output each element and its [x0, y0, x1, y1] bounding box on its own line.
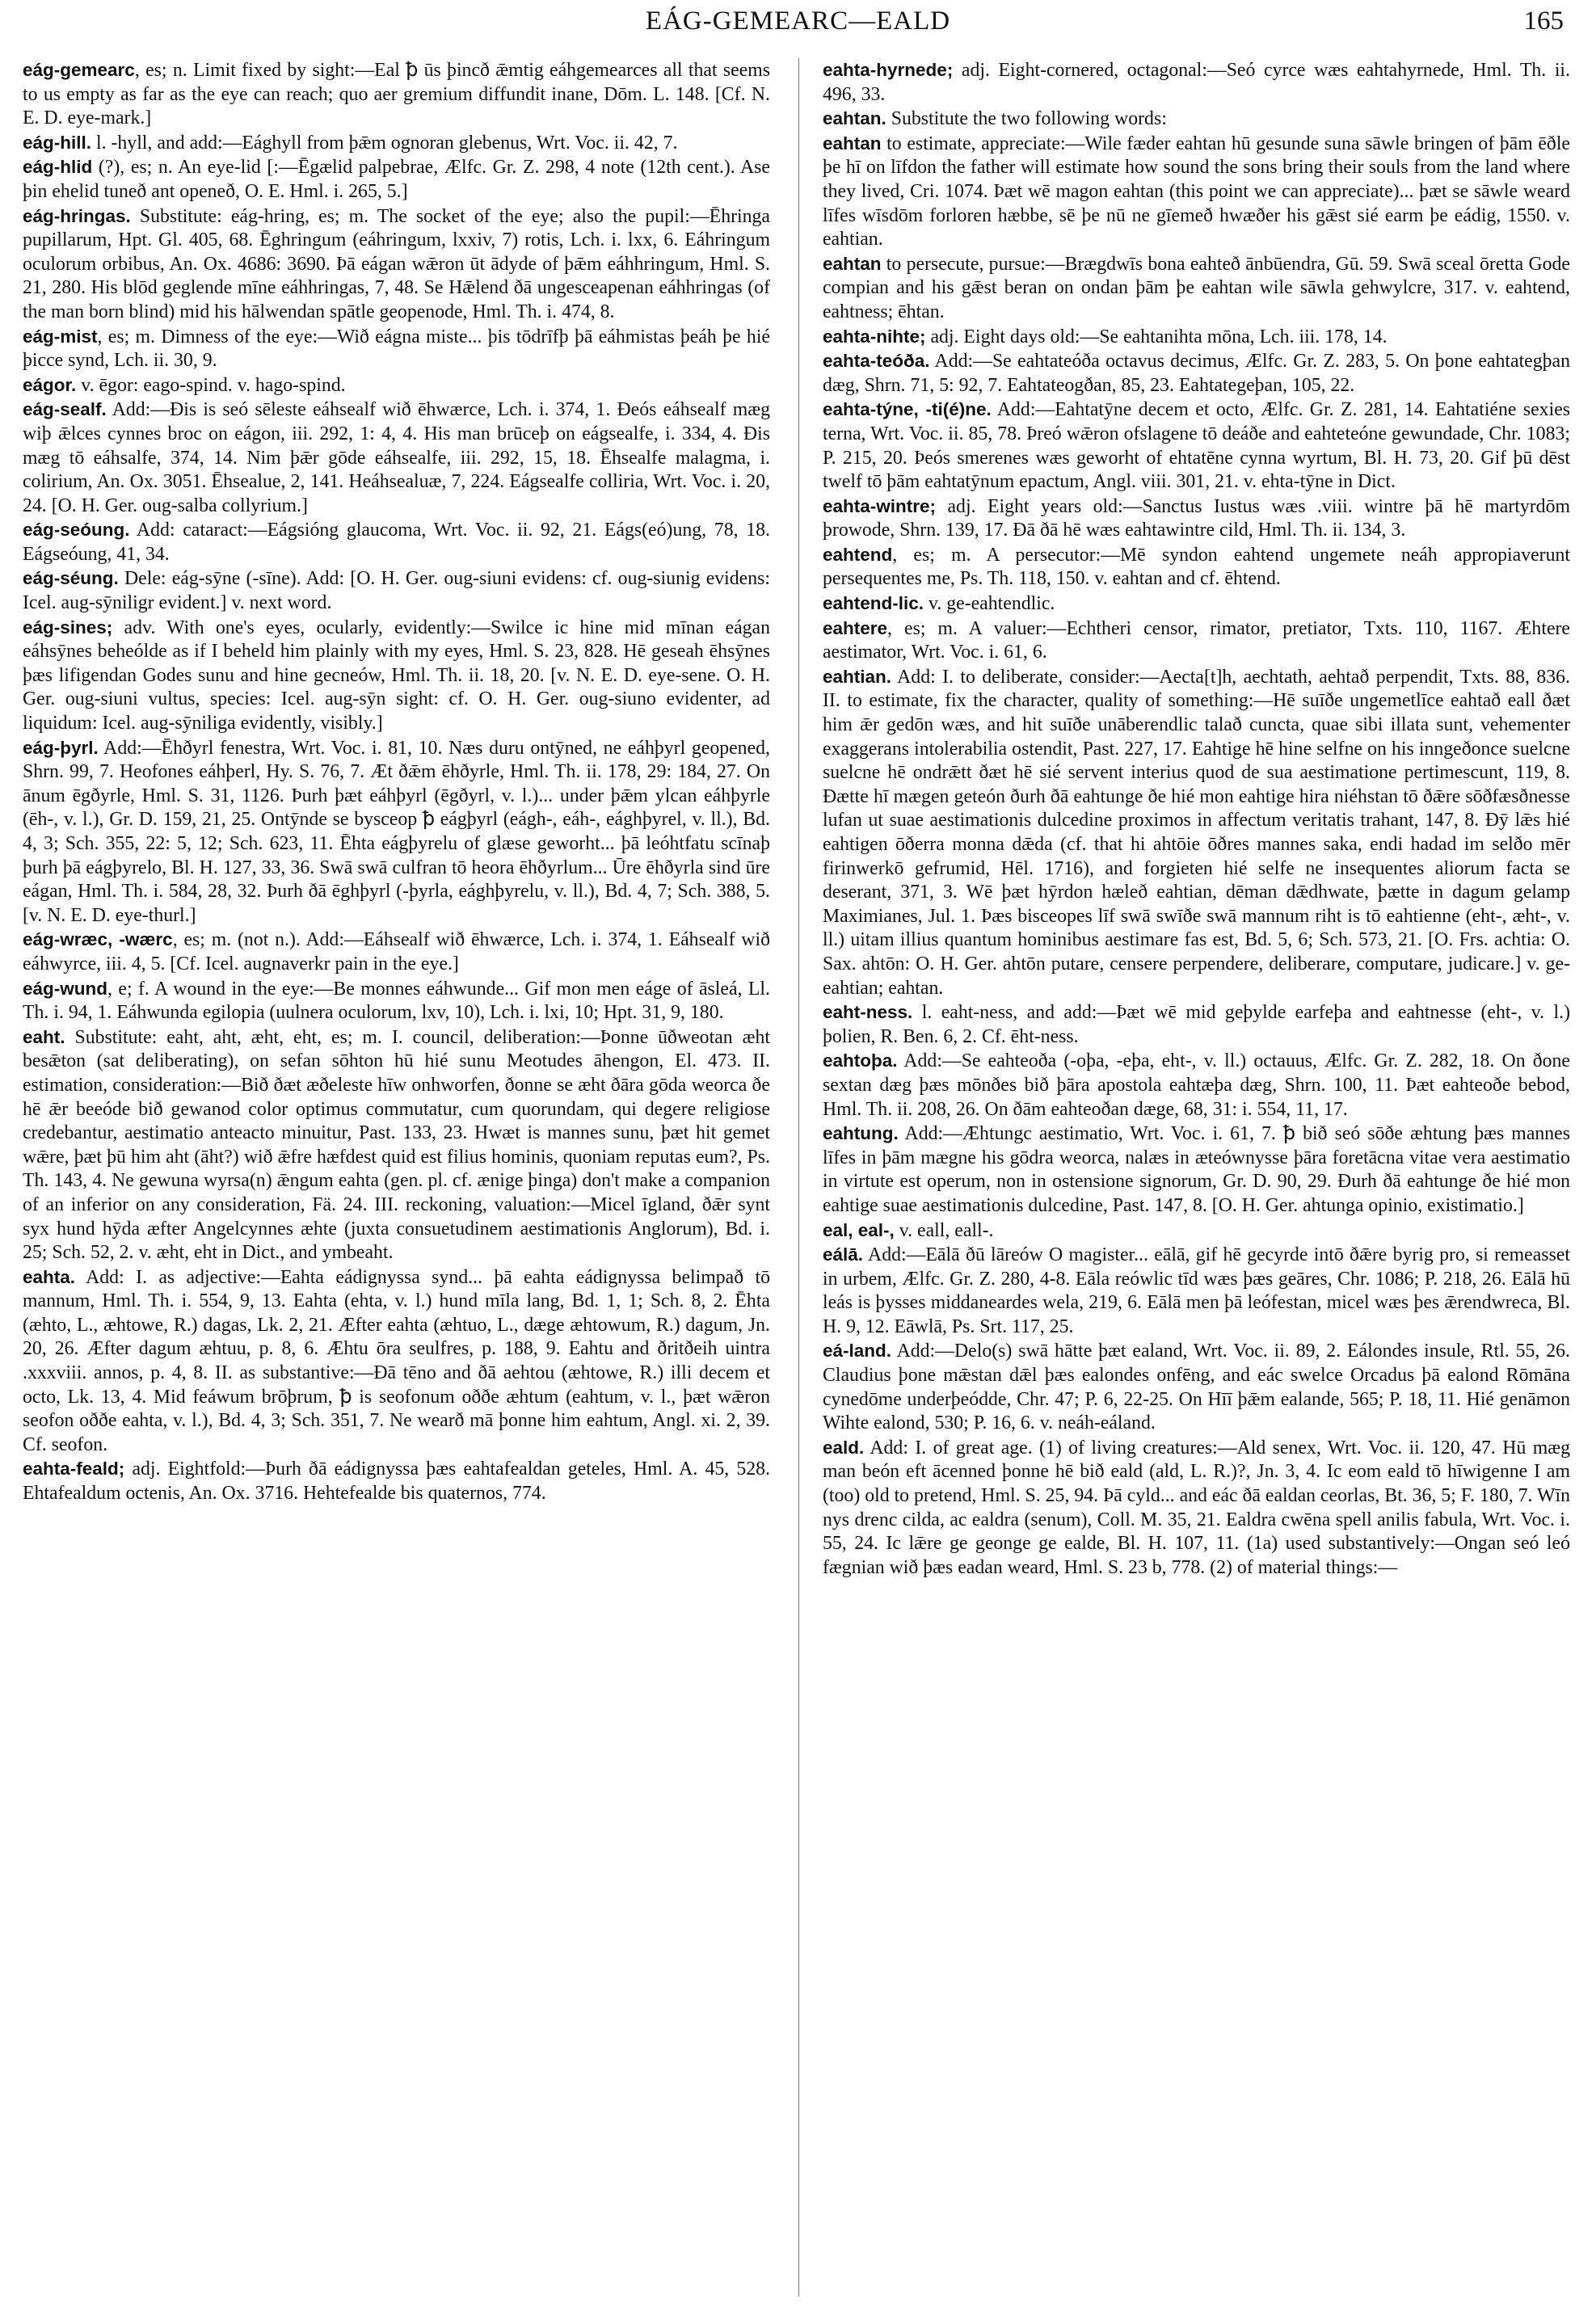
entry-definition: Add:—Eahtatȳne decem et octo, Ælfc. Gr. Z. 281, 14. Eahtatiéne sexies terna, Wrt. Voc. ii. 85, 78. Þreó wǣron ofslagene tō deáðe and eahteteóne gewundade, Chr. 1083; P. 215, 20. Þeós smerenes wæs geworht of ehtatēne cynna wyrtum, Bl. H. 73, 20. Gif þū dēst twelf tō þām eahtatȳnum epactum, Angl. viii. 301, 21. v. ehta-tȳne in Dict. [823, 399, 1570, 493]
entry-headword: eahtan. [823, 108, 886, 129]
dictionary-entry [23, 398, 770, 518]
dictionary-entry [823, 107, 1570, 132]
entry-definition: adj. Eightfold:—Þurh ðā eádignyssa þæs eahtafealdan geteles, Hml. A. 45, 528. Ehtafealdum octenis, An. Ox. 3716. Hehtefealde bis quaternos, 774. [23, 1459, 770, 1505]
entry-definition: Add:—Æhtungc aestimatio, Wrt. Voc. i. 61, 7. ꝥ bið seó sōðe æhtung þæs mannes līfes in þām mægne his gōdra weorca, nalæs in æteównysse þāra foretācna vitae vera aestimatio in virtute est operum, non in ostensione signorum, Gr. D. 90, 29. Ðurh ðā eahtunge ðe hié mon eahtige suae aestimationis dulcedine, Past. 147, 8. [O. H. Ger. ahtunga opinio, existimatio.] [823, 1123, 1570, 1216]
dictionary-entry [823, 1219, 1570, 1244]
entry-headword: eahta. [23, 1266, 76, 1287]
page-number: 165 [1523, 6, 1564, 36]
entry-headword: eág-wræc, -wærc [23, 929, 173, 950]
left-column [23, 58, 770, 2305]
entry-definition: Dele: eág-sȳne (-sīne). Add: [O. H. Ger. oug-siuni evidens: cf. oug-siunig evidens: Icel. aug-sȳniligr evident.] v. next word. [23, 568, 770, 614]
dictionary-entry [23, 131, 770, 156]
entry-definition: Add:—Se eahtateóða octavus decimus, Ælfc. Gr. Z. 283, 5. On þone eahtategþan dæg, Shrn. 71, 5: 92, 7. Eahtateogðan, 85, 23. Eahtategeþan, 105, 22. [823, 351, 1570, 396]
entry-headword: eág-wund [23, 978, 107, 999]
dictionary-entry [23, 1265, 770, 1458]
entry-definition: Substitute the two following words: [886, 108, 1167, 130]
entry-headword: eág-mist [23, 326, 98, 347]
dictionary-entry [823, 1000, 1570, 1049]
entry-definition: Substitute: eaht, aht, æht, eht, es; m. I. council, deliberation:—Þonne ūðweotan æht besǣton (sat deliberating), on sefan sōhton hū hié sunu Meotudes āhengon, El. 473. II. estimation, consideration:—Bið ðæt æðeleste hīw onhworfen, ðonne se æht ðāra gōda weorca ðe hē ǣr beeóde bið gewanod color optimus commutatur, cum quorundam, qui degere religiose credebantur, aestimatio anteacto minuitur, Past. 133, 23. Hwæt is mannes sunu, þæt hit gemet wǣre, þæt þū him aht (āht?) wið ǣfre hæfdest quid est filius hominis, quoniam reputas eum?, Ps. Th. 143, 4. Ne gewuna wyrsa(n) ǣngum eahta (gen. pl. cf. ænige þinga) don't make a companion of an inferior on any consideration, Fä. 24. III. reckoning, valuation:—Micel īgland, ðǣr synt syx hund hȳda æfter Angelcynnes æhte (juxta consuetudinem aestimationis Anglorum), Bd. i. 25; Sch. 52, 2. v. æht, eht in Dict., and ymbeaht. [23, 1026, 770, 1264]
entry-definition: Add: I. of great age. (1) of living creatures:—Ald senex, Wrt. Voc. ii. 120, 47. Hū mæg man beón eft ācenned þonne hē bið eald (ald, L. R.)?, Jn. 3, 4. Ic eom eald tō hīwigenne I am (too) old to pretend, Hml. S. 25, 94. Þā cyld... and eác ðā ealdan ceorlas, Bt. 36, 5; F. 180, 7. Wīn nys drenc cilda, ac ealdra (senum), Coll. M. 35, 21. Ealdra cwēna spell anilis fabula, Wrt. Voc. i. 55, 24. Ic lǣre ge geonge ge ealde, Bl. H. 107, 11. (1a) used substantively:—Ongan seó leó fægnian wið þæs eadan weard, Hml. S. 23 b, 778. (2) of material things:— [823, 1437, 1570, 1578]
dictionary-entry [23, 325, 770, 373]
dictionary-entry [23, 518, 770, 566]
entry-definition: , es; m. A valuer:—Echtheri censor, rimator, pretiator, Txts. 110, 1167. Æhtere aestimator, Wrt. Voc. i. 61, 6. [823, 617, 1570, 663]
dictionary-entry [823, 591, 1570, 617]
dictionary-entry [23, 566, 770, 615]
dictionary-entry [23, 977, 770, 1025]
running-head: EÁG-GEMEARC—EALD [645, 6, 951, 36]
entry-headword: eald. [823, 1437, 865, 1458]
entry-headword: eaht. [23, 1026, 65, 1047]
entry-definition: v. ēgor: eago-spind. v. hago-spind. [76, 374, 346, 396]
dictionary-entry [23, 373, 770, 398]
entry-definition: to estimate, appreciate:—Wile fæder eahtan hū gesunde suna sāwle bringen of þām ēðle þe hī on līfdon the father will estimate how sound the sons bring their souls from the land where they lived, Cri. 1074. Þæt wē magon eahtan (this point we can appreciate)... þæt se sāwle weard līfes wīsdōm forloren hæbbe, sē þe nū ne gīemeð hwæðer his gǣst sié earm þe eádig, 1550. v. eahtian. [823, 133, 1570, 250]
dictionary-entry [823, 398, 1570, 494]
entry-headword: eág-séung. [23, 568, 119, 589]
entry-headword: eálā. [823, 1244, 864, 1265]
dictionary-entry [23, 616, 770, 736]
entry-definition: v. ge-eahtendlic. [924, 593, 1055, 615]
entry-definition: v. eall, eall-. [894, 1219, 994, 1241]
entry-headword: eahtan [823, 133, 882, 154]
entry-headword: eahta-wintre; [823, 495, 937, 516]
dictionary-entry [23, 1457, 770, 1505]
dictionary-entry [823, 1122, 1570, 1218]
entry-headword: eág-sealf. [23, 399, 107, 420]
right-column [823, 58, 1570, 2305]
entry-headword: eág-seóung. [23, 520, 130, 541]
entry-headword: eahtung. [823, 1123, 899, 1144]
entry-headword: eahtian. [823, 666, 892, 687]
entry-headword: eahta-týne, -ti(é)ne. [823, 399, 992, 420]
entry-definition: Add: I. as adjective:—Eahta eádignyssa synd... þā eahta eádignyssa belimpað tō mannum, Hml. Th. i. 554, 9, 13. Eahta (ehta, v. l.) hund mīla lang, Bd. 1, 1; Sch. 8, 2. Ēhta (æhto, L., æhtowe, R.) dagas, Lk. 2, 21. Æfter eahta (æhtuo, L., dæge æhtowum, R.) dagum, Jn. 20, 26. Æfter dagum æhtuu, p. 8, 6. Æhtu ōra seulfres, p. 188, 9. Eahtu and ðritðeih uintra .xxxviii. annos, p. 4, 8. II. as substantive:—Ðā tēno and ðā aehtou (æhtowe, R.) illi decem et octo, Lk. 13, 4. Mid feáwum brōþrum, ꝥ is seofonum oððe æhtum (eahtum, v. l., þæt wǣron seofon oððe eahta, v. l.), Bd. 4, 3; Sch. 351, 7. Ne wearð mā þonne him eahtum, Angl. xi. 2, 39. Cf. seofon. [23, 1266, 770, 1455]
dictionary-entry [23, 1025, 770, 1265]
entry-headword: eahta-feald; [23, 1459, 125, 1480]
entry-definition: adv. With one's eyes, ocularly, evidently:—Swilce ic hine mid mīnan eágan eáhsȳnes beheólde as if I beheld him plainly with my eyes, Hml. S. 23, 828. Hē geseah ēhsȳnes þæs lifigendan Godes sunu and hine gecneów, Hml. Th. ii. 18, 20. [v. N. E. D. eye-sene. O. H. Ger. oug-siuni vultus, species: Icel. aug-sȳn sight: cf. O. H. Ger. oug-siuno evidenter, ad liquidum: Icel. aug-sȳniliga evidently, visibly.] [23, 617, 770, 735]
entry-headword: eahtend [823, 544, 893, 565]
dictionary-entry [823, 1436, 1570, 1581]
dictionary-entry [23, 928, 770, 976]
dictionary-entry [23, 736, 770, 928]
entry-headword: eahtoþa. [823, 1050, 898, 1071]
entry-definition: adj. Eight years old:—Sanctus Iustus wæs .viii. wintre þā hē martyrdōm þrowode, Shrn. 139, 17. Ðā ðā hē wæs eahtawintre cild, Hml. Th. ii. 134, 3. [823, 495, 1570, 541]
entry-headword: eág-gemearc [23, 60, 135, 80]
entry-definition: , e; f. A wound in the eye:—Be monnes eáhwunde... Gif mon men eáge of āsleá, Ll. Th. i. 94, 1. Eáhwunda egilopia (uulnera oculorum, lxv, 10), Lch. i. lxi, 10; Hpt. 31, 9, 180. [23, 978, 770, 1024]
entry-definition: Add:—Se eahteoða (-oþa, -eþa, eht-, v. ll.) octauus, Ælfc. Gr. Z. 282, 18. On ðone sextan dæg þæs mōnðes bið þāra apostola eahtæþa dæg, Shrn. 100, 11. Þæt eahteoðe bebod, Hml. Th. ii. 208, 26. On ðām eahteoðan dæge, 68, 31: i. 554, 11, 17. [823, 1050, 1570, 1120]
entry-definition: Add:—Eālā ðū lāreów O magister... eālā, gif hē gecyrde intō ðǣre byrig pro, si remeasset in urbem, Ælfc. Gr. Z. 280, 4-8. Eāla reówlic tīd wæs þæs geāres, Chr. 1086; P. 218, 26. Eālā hū leás is þysses middaneardes wela, 219, 6. Eālā men þā leófestan, micel wæs þes ǣrendwreca, Bl. H. 9, 12. Eāwlā, Ps. Srt. 117, 25. [823, 1244, 1570, 1337]
dictionary-entry [823, 665, 1570, 1000]
entry-headword: eal, eal-, [823, 1219, 895, 1240]
entry-headword: eahta-nihte; [823, 326, 926, 347]
entry-headword: eág-hringas. [23, 205, 131, 226]
dictionary-entry [823, 1243, 1570, 1339]
entry-definition: Add:—Delo(s) swā hātte þæt ealand, Wrt. Voc. ii. 89, 2. Eálondes insule, Rtl. 55, 26. Claudius þone mǣstan dǣl þæs ealondes onfēng, and eác swelce Orcadus þā ealond Rōmāna cynedōme underþeódde, Chr. 47; P. 6, 22-25. On Hīī þǣm ealande, 565; P. 18, 11. Hié genāmon Wihte ealond, 530; P. 16, 6. v. neáh-eáland. [823, 1341, 1570, 1434]
entry-headword: eahtan [823, 253, 882, 274]
entry-headword: eág-hill. [23, 132, 92, 153]
entry-definition: (?), es; n. An eye-lid [:—Ēgælid palpebrae, Ælfc. Gr. Z. 298, 4 note (12th cent.). Ase þin ehelid tuneð ant openeð, O. E. Hml. i. 265, 5.] [23, 157, 770, 202]
entry-definition: adj. Eight-cornered, octagonal:—Seó cyrce wæs eahtahyrnede, Hml. Th. ii. 496, 33. [823, 60, 1570, 105]
dictionary-entry [823, 1339, 1570, 1435]
entry-headword: eaht-ness. [823, 1002, 913, 1023]
entry-headword: eág-sines; [23, 617, 113, 638]
entry-headword: eahta-teóða. [823, 351, 930, 372]
dictionary-entry [23, 58, 770, 131]
entry-headword: eahta-hyrnede; [823, 60, 954, 80]
entry-definition: adj. Eight days old:—Se eahtanihta mōna, Lch. iii. 178, 14. [925, 326, 1388, 347]
entry-headword: eá-land. [823, 1341, 892, 1362]
entry-headword: eág-þyrl. [23, 737, 99, 758]
entry-headword: eág-hlid [23, 157, 93, 178]
entry-definition: , es; m. (not n.). Add:—Eáhsealf wið ēhwærce, Lch. i. 374, 1. Eáhsealf wið eáhwyrce, iii. 4, 5. [Cf. Icel. augnaverkr pain in the eye.] [23, 929, 770, 974]
entry-headword: eahtend-lic. [823, 593, 924, 614]
dictionary-entry [823, 495, 1570, 543]
dictionary-entry [823, 252, 1570, 325]
column-divider [798, 58, 799, 2296]
entry-definition: Add:—Ēhðyrl fenestra, Wrt. Voc. i. 81, 10. Næs duru ontȳned, ne eáhþyrl geopened, Shrn. 99, 7. Heofones eáhþerl, Hy. S. 76, 7. Æt ðǣm ēhðyrle, Hml. Th. ii. 178, 29: 184, 27. On ānum ēgðyrle, Hml. S. 31, 1126. Þurh þæt eáhþyrl (ēgðyrl, v. l.)... under þǣm ylcan eáhþyrle (ēh-, v. l.), Gr. D. 159, 21, 25. Ontȳnde se bysceop ꝥ eágþyrl (eágh-, eáh-, eághþyrel, v. ll.), Bd. 4, 3; Sch. 355, 22: 5, 12; Sch. 623, 11. Ēhta eágþyrelu of glæse geworht... þā leóhtfatu scīnaþ þurh þā eágþyrelo, Bl. H. 127, 33, 36. Swā swā culfran tō heora ēhðyrlum... Ūre ēhðyrla sind ūre eágan, Hml. Th. i. 584, 28, 32. Þurh ðā ēghþyrl (-þyrla, eághþyrelu, v. ll.), Bd. 4, 7; Sch. 388, 5. [v. N. E. D. eye-thurl.] [23, 737, 770, 926]
entry-definition: Add: I. to deliberate, consider:—Aecta[t]h, aechtath, aehtað perpendit, Txts. 88, 836. II. to estimate, fix the character, quality of something:—Hē suīðe ungemetlīce eahtað eall ðæt him ǣr gedōn wæs, and hit suīðe unāberendlic talað cuncta, quae sibi illata sunt, vehementer exaggerans intolerabilia ostendit, Past. 227, 17. Eahtige hē hine selfne on his inngeðonce suelcne suelcne hē ondrǣtt ðæt hē sié servent interius quod de sua aestimatione pertimescunt, 119, 8. Ðætte hī mægen geteón ðurh ðā eahtunge ðe hié mon eahtige hira niéhstan tō ðǣre sōðfæsðnesse lufan ut suae aestimationis dulcedine proximos in affectum veritatis trahant, 147, 8. Ðȳ lǣs hié eahtigen ōðerra monna dǣda (cf. that hi ahtōie ōðres mannes saka, endi hadad im selðo mēr firinwerkō gefrumid, Hēl. 1716), and forgieten hié selfe ne insequentes aliorum facta se deserant, 371, 3. Wē þæt hȳrdon hæleð eahtian, dēman dǣdhwate, þætte in dagum gelamp Maximianes, Jul. 1. Þæs bisceopes līf swā swīðe swā mannum riht is tō eahtienne (eht-, æht-, v. ll.) uitam illius quantum hominibus aestimare fas est, Bd. 5, 6; Sch. 573, 21. [O. Frs. achtia: O. Sax. ahtōn: O. H. Ger. ahtōn putare, censere perpendere, deliberare, computare, judicare.] v. ge-eahtian; eahtan. [823, 666, 1570, 999]
entry-definition: to persecute, pursue:—Brægdwīs bona eahteð ānbūendra, Gū. 59. Swā sceal ōretta Gode compian and his gǣst beran on ondan þām þe eahtan wile sāwla gehwylcre, 317. v. eahtend, eahtness; ēhtan. [823, 253, 1570, 322]
entry-definition: , es; m. Dimness of the eye:—Wið eágna miste... þis tōdrīfþ þā eáhmistas þeáh þe hié þicce synd, Lch. ii. 30, 9. [23, 326, 770, 372]
dictionary-entry [823, 617, 1570, 665]
dictionary-entry [23, 155, 770, 204]
page-header [0, 0, 1596, 48]
dictionary-entry [823, 543, 1570, 591]
entry-definition: l. -hyll, and add:—Eághyll from þǣm ognoran glebenus, Wrt. Voc. ii. 42, 7. [91, 132, 678, 154]
dictionary-entry [823, 1049, 1570, 1122]
entry-definition: , es; n. Limit fixed by sight:—Eal ꝥ ūs þincð ǣmtig eáhgemearces all that seems to us empty as far as the eye can reach; quo aer gremium diffundit inane, Dōm. L. 148. [Cf. N. E. D. eye-mark.] [23, 60, 770, 129]
entry-headword: eágor. [23, 374, 77, 395]
entry-definition: Substitute: eág-hring, es; m. The socket of the eye; also the pupil:—Ēhringa pupillarum, Hpt. Gl. 405, 68. Ēghringum (eáhringum, lxxiv, 7) rotis, Lch. i. lxx, 6. Eáhringum oculorum orbibus, An. Ox. 4686: 3690. Þā eágan wǣron ūt ādyde of þǣm eáhhringum, Hml. S. 21, 280. His blōd geglende mīne eáhhringas, 7, 48. Se Hǣlend ðā ungesceapenan eáhhringas (of the man born blind) mid his hālwendan spātle geopenode, Hml. Th. i. 474, 8. [23, 205, 770, 322]
entry-definition: , es; m. A persecutor:—Mē syndon eahtend ungemete neáh appropiaverunt persequentes me, Ps. Th. 118, 150. v. eahtan and cf. ēhtend. [823, 544, 1570, 590]
dictionary-entry [823, 132, 1570, 252]
dictionary-entry [823, 325, 1570, 350]
entry-definition: Add:—Ðis is seó sēleste eáhsealf wið ēhwærce, Lch. i. 374, 1. Ðeós eáhsealf mæg wiþ ǣlces cynnes broc on eágon, iii. 292, 1: 4, 4. His man brūceþ on eágsealfe, i. 334, 4. Ðis mæg tō eáhsalfe, 374, 14. Nim þǣr gōde eáhsealfe, iii. 292, 15, 18. Ēhsealfe malagma, i. colirium, An. Ox. 3051. Ēhsealue, 2, 141. Heáhsealuæ, 7, 224. Eágsealfe colliria, Wrt. Voc. i. 20, 24. [O. H. Ger. oug-salba collyrium.] [23, 399, 770, 516]
entry-headword: eahtere [823, 617, 888, 638]
entry-definition: l. eaht-ness, and add:—Þæt wē mid geþylde earfeþa and eahtnesse (eht-, v. l.) þolien, R. Ben. 6, 2. Cf. ēht-ness. [823, 1002, 1570, 1047]
entry-definition: Add: cataract:—Eágsióng glaucoma, Wrt. Voc. ii. 92, 21. Eágs(eó)ung, 78, 18. Eágseóung, 41, 34. [23, 520, 770, 565]
dictionary-entry [823, 349, 1570, 398]
dictionary-entry [823, 58, 1570, 107]
dictionary-entry [23, 204, 770, 325]
